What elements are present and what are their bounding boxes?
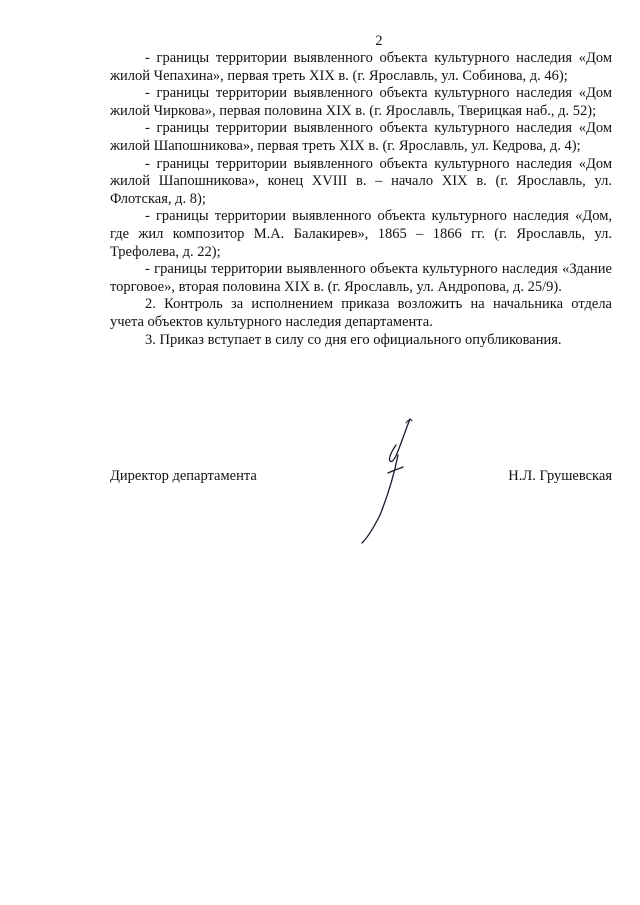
page-number: 2 xyxy=(375,33,383,49)
list-item-shaposhnikov-house-kedrova: - границы территории выявленного объекта культурного наследия «Дом жилой Шапошникова», первая треть XIX в. (г. Ярославль, ул. Кедрова, д. 4); xyxy=(110,120,612,154)
signature-block xyxy=(110,468,612,488)
list-item-chepakhin-house: - границы территории выявленного объекта культурного наследия «Дом жилой Чепахина», первая треть XIX в. (г. Ярославль, ул. Собинова, д. 46); xyxy=(110,50,612,84)
list-item-balakirev-house: - границы территории выявленного объекта культурного наследия «Дом, где жил композитор М.А. Балакирев», 1865 – 1866 гг. (г. Ярославль, ул. Трефолева, д. 22); xyxy=(110,208,612,260)
clause-control: 2. Контроль за исполнением приказа возложить на начальника отдела учета объектов культурного наследия департамента. xyxy=(110,296,612,330)
list-item-trade-building: - границы территории выявленного объекта культурного наследия «Здание торговое», вторая половина XIX в. (г. Ярославль, ул. Андропова, д. 25/9). xyxy=(110,261,612,295)
clause-effective: 3. Приказ вступает в силу со дня его официального опубликования. xyxy=(145,331,562,348)
list-item-shaposhnikov-house-flotskaya: - границы территории выявленного объекта культурного наследия «Дом жилой Шапошникова», конец XVIII в. – начало XIX в. (г. Ярославль, ул. Флотская, д. 8); xyxy=(110,155,612,207)
list-item-chirkov-house: - границы территории выявленного объекта культурного наследия «Дом жилой Чиркова», первая половина XIX в. (г. Ярославль, Тверицкая наб., д. 52); xyxy=(110,85,612,119)
document-body xyxy=(110,50,612,349)
signer-name: Н.Л. Грушевская xyxy=(508,468,612,484)
signer-title: Директор департамента xyxy=(110,468,257,484)
